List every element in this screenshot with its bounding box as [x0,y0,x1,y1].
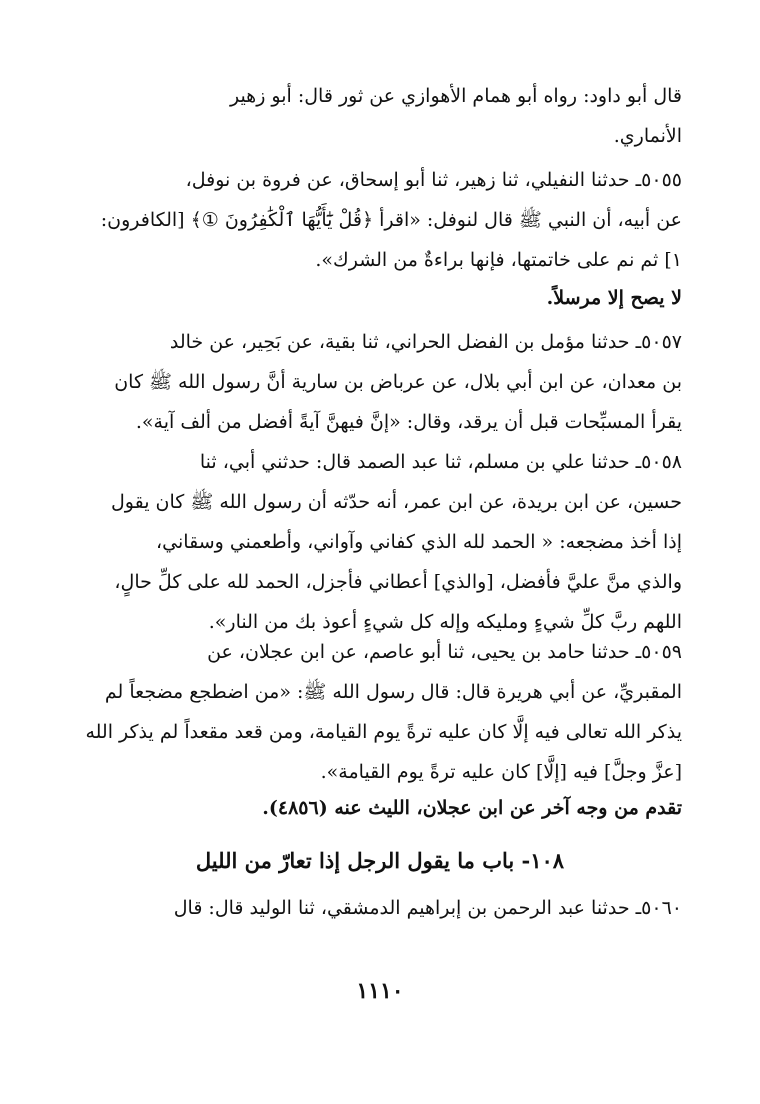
text-line: المقبريِّ، عن أبي هريرة قال: قال رسول الله ﷺ: «من اضطجع مضجعاً لم [104,681,682,703]
text-line: [عزَّ وجلَّ] فيه [إلَّا] كان عليه ترةً يوم القيامة». [320,761,682,783]
chapter-heading-text: ١٠٨- باب ما يقول الرجل إذا تعارّ من الليل [195,848,565,873]
paragraph-text [78,442,682,642]
text-line: قال أبو داود: رواه أبو همام الأهوازي عن ثور قال: أبو زهير [229,85,682,107]
page-number: ١١١٠ [356,978,404,1004]
hadith-5059 [78,632,682,792]
hadith-5055 [78,160,682,280]
paragraph-text [78,322,682,442]
text-line: اللهم ربَّ كلِّ شيءٍ ومليكه وإله كل شيءٍ أعوذ بك من النار». [208,611,682,633]
chapter-heading [78,843,682,879]
text-line: ١] ثم نم على خاتمتها، فإنها براءةٌ من الشرك». [315,249,682,271]
paragraph-abu-dawud-note [78,76,682,156]
text-line: يقرأ المسبِّحات قبل أن يرقد، وقال: «إنَّ فيهنَّ آيةً أفضل من ألف آية». [135,411,682,433]
grading-note [78,280,682,316]
paragraph-text [78,888,682,928]
hadith-5057 [78,322,682,442]
paragraph-text [78,160,682,280]
text-line: عن أبيه، أن النبي ﷺ قال لنوفل: «اقرأ ﴿قُلْ يَٰٓأَيُّهَا ٱلْكَٰفِرُونَ ①﴾ [الكافرون: [100,209,682,231]
text-line: حسين، عن ابن بريدة، عن ابن عمر، أنه حدّثه أن رسول الله ﷺ كان يقول [111,491,682,513]
text-line: ٥٠٥٨ـ حدثنا علي بن مسلم، ثنا عبد الصمد قال: حدثني أبي، ثنا [199,451,682,473]
text-line: ٥٠٦٠ـ حدثنا عبد الرحمن بن إبراهيم الدمشقي، ثنا الوليد قال: قال [173,897,682,919]
text-line: الأنماري. [613,125,682,147]
crossref-note-text: تقدم من وجه آخر عن ابن عجلان، الليث عنه (٤٨٥٦). [262,797,682,819]
grading-note-text: لا يصح إلا مرسلاً. [546,287,682,309]
hadith-5058 [78,442,682,642]
text-line: بن معدان، عن ابن أبي بلال، عن عرباض بن سارية أنَّ رسول الله ﷺ كان [114,371,682,393]
hadith-5060 [78,888,682,928]
paragraph-text [78,76,682,156]
paragraph-text [78,632,682,792]
text-line: والذي منَّ عليَّ فأفضل، [والذي] أعطاني فأجزل، الحمد لله على كلِّ حالٍ، [114,571,682,593]
text-line: ٥٠٥٥ـ حدثنا النفيلي، ثنا زهير، ثنا أبو إسحاق، عن فروة بن نوفل، [185,169,682,191]
crossref-note [78,790,682,826]
text-line: يذكر الله تعالى فيه إلَّا كان عليه ترةً يوم القيامة، ومن قعد مقعداً لم يذكر الله [85,721,682,743]
text-line: ٥٠٥٧ـ حدثنا مؤمل بن الفضل الحراني، ثنا بقية، عن بَحِير، عن خالد [169,331,682,353]
text-line: إذا أخذ مضجعه: « الحمد لله الذي كفاني وآواني، وأطعمني وسقاني، [156,531,682,553]
text-line: ٥٠٥٩ـ حدثنا حامد بن يحيى، ثنا أبو عاصم، عن ابن عجلان، عن [207,641,682,663]
